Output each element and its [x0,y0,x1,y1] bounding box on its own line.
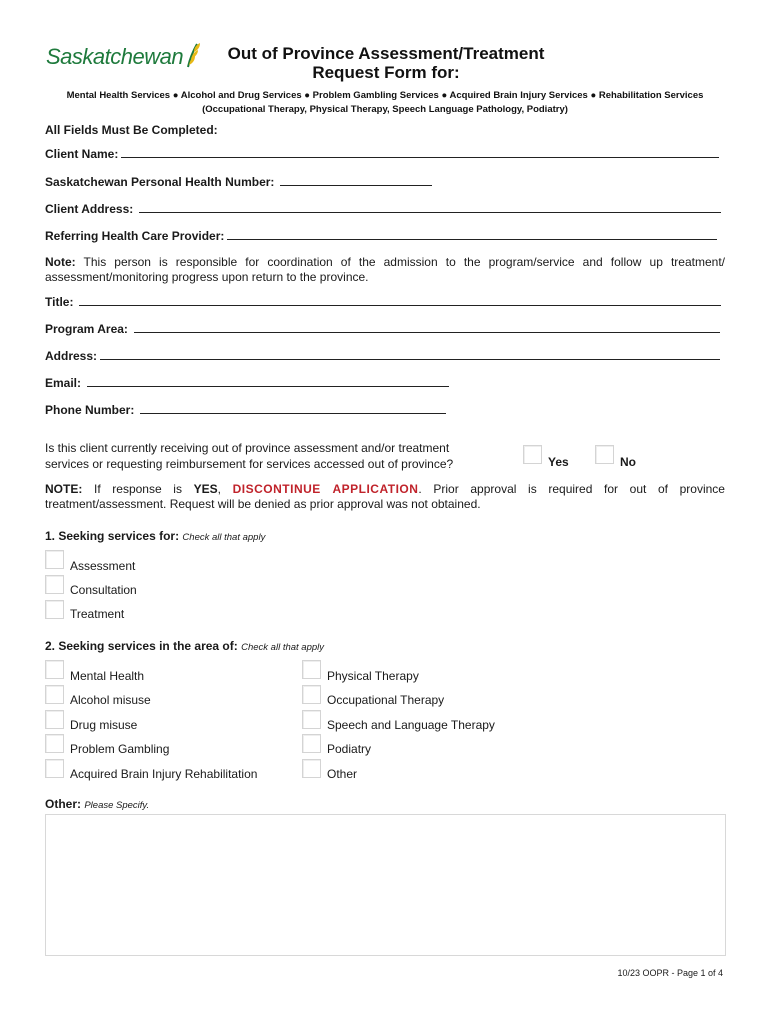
assessment-label: Assessment [70,559,136,573]
section-1-heading [45,529,265,543]
note2-pre: If response is [82,482,194,496]
health-number-field[interactable] [280,174,432,186]
mental-health-label: Mental Health [70,669,145,683]
alcohol-misuse-label: Alcohol misuse [70,693,151,707]
consultation-label: Consultation [70,583,137,597]
note2-label: NOTE: [45,482,83,496]
logo-text: Saskatchewan [46,44,184,69]
no-label: No [620,455,636,469]
occupational-therapy-label: Occupational Therapy [327,693,445,707]
all-fields-heading: All Fields Must Be Completed: [45,123,218,137]
problem-gambling-label: Problem Gambling [70,742,170,756]
health-number-label: Saskatchewan Personal Health Number: [45,175,275,189]
address-row [45,348,725,363]
brain-injury-label: Acquired Brain Injury Rehabilitation [70,767,258,781]
discontinue-note [45,482,725,512]
consultation-checkbox[interactable] [45,575,64,594]
phone-field[interactable] [140,402,446,414]
physical-therapy-label: Physical Therapy [327,669,419,683]
referring-provider-field[interactable] [227,228,717,240]
treatment-label: Treatment [70,607,125,621]
phone-label: Phone Number: [45,403,135,417]
wheat-icon [185,42,201,68]
services-subtitle-line2: (Occupational Therapy, Physical Therapy, Speech Language Pathology, Podiatry) [202,104,568,115]
program-area-row [45,321,725,336]
alcohol-misuse-checkbox[interactable] [45,685,64,704]
program-area-label: Program Area: [45,322,128,336]
referring-provider-label: Referring Health Care Provider: [45,229,225,243]
section-2-heading [45,639,324,653]
question-line2: services or requesting reimbursement for services accessed out of province? [45,457,454,471]
health-number-row [45,174,725,189]
note2-rest: . Prior approval is required for out of province treatment/assessment. Request will be denied as prior approval was not obtained. [45,482,725,511]
discontinue-warning: DISCONTINUE APPLICATION [232,482,419,496]
physical-therapy-checkbox[interactable] [302,660,321,679]
other-specify-textarea[interactable] [45,814,726,956]
other-label: Other [327,767,358,781]
yes-checkbox[interactable] [523,445,542,464]
podiatry-label: Podiatry [327,742,372,756]
client-address-row [45,201,725,216]
note-label: Note: [45,255,76,269]
section-2-label: 2. Seeking services in the area of: [45,639,238,653]
title-label: Title: [45,295,74,309]
brain-injury-checkbox[interactable] [45,759,64,778]
client-name-field[interactable] [121,146,719,158]
client-address-field[interactable] [139,201,721,213]
section-2-hint: Check all that apply [241,642,325,653]
no-checkbox[interactable] [595,445,614,464]
treatment-checkbox[interactable] [45,600,64,619]
yes-label: Yes [548,455,569,469]
mental-health-checkbox[interactable] [45,660,64,679]
form-title-line1: Out of Province Assessment/Treatment [227,44,545,63]
speech-therapy-label: Speech and Language Therapy [327,718,495,732]
assessment-checkbox[interactable] [45,550,64,569]
email-field[interactable] [87,375,449,387]
phone-row [45,402,725,417]
saskatchewan-logo [46,42,201,70]
note2-comma: , [217,482,233,496]
form-title-line2: Request Form for: [312,63,460,82]
address-field[interactable] [100,348,720,360]
responsibility-note [45,255,725,285]
program-area-field[interactable] [134,321,720,333]
podiatry-checkbox[interactable] [302,734,321,753]
title-row [45,294,725,309]
services-subtitle [30,89,740,117]
address-label: Address: [45,349,98,363]
client-name-label: Client Name: [45,147,119,161]
speech-therapy-checkbox[interactable] [302,710,321,729]
section-1-label: 1. Seeking services for: [45,529,180,543]
problem-gambling-checkbox[interactable] [45,734,64,753]
note-text: This person is responsible for coordination of the admission to the program/service and follow up treatment/ assessment/monitoring progress upon return to the province. [45,255,725,284]
note2-yes: YES [193,482,218,496]
client-address-label: Client Address: [45,202,134,216]
section-1-hint: Check all that apply [182,532,266,543]
other-heading [45,797,149,811]
occupational-therapy-checkbox[interactable] [302,685,321,704]
other-heading-hint: Please Specify. [84,800,150,811]
drug-misuse-checkbox[interactable] [45,710,64,729]
referring-provider-row [45,228,725,243]
client-name-row [45,146,725,161]
page-footer: 10/23 OOPR - Page 1 of 4 [617,968,723,978]
drug-misuse-label: Drug misuse [70,718,138,732]
title-field[interactable] [79,294,721,306]
other-heading-label: Other: [45,797,81,811]
question-line1: Is this client currently receiving out of province assessment and/or treatment [45,441,450,455]
other-checkbox[interactable] [302,759,321,778]
services-subtitle-line1: Mental Health Services ● Alcohol and Drug Services ● Problem Gambling Services ● Acquired Brain Injury Services ● Rehabilitation Services [66,90,704,101]
form-title [200,44,572,82]
out-of-province-question [45,440,505,472]
email-row [45,375,725,390]
email-label: Email: [45,376,82,390]
